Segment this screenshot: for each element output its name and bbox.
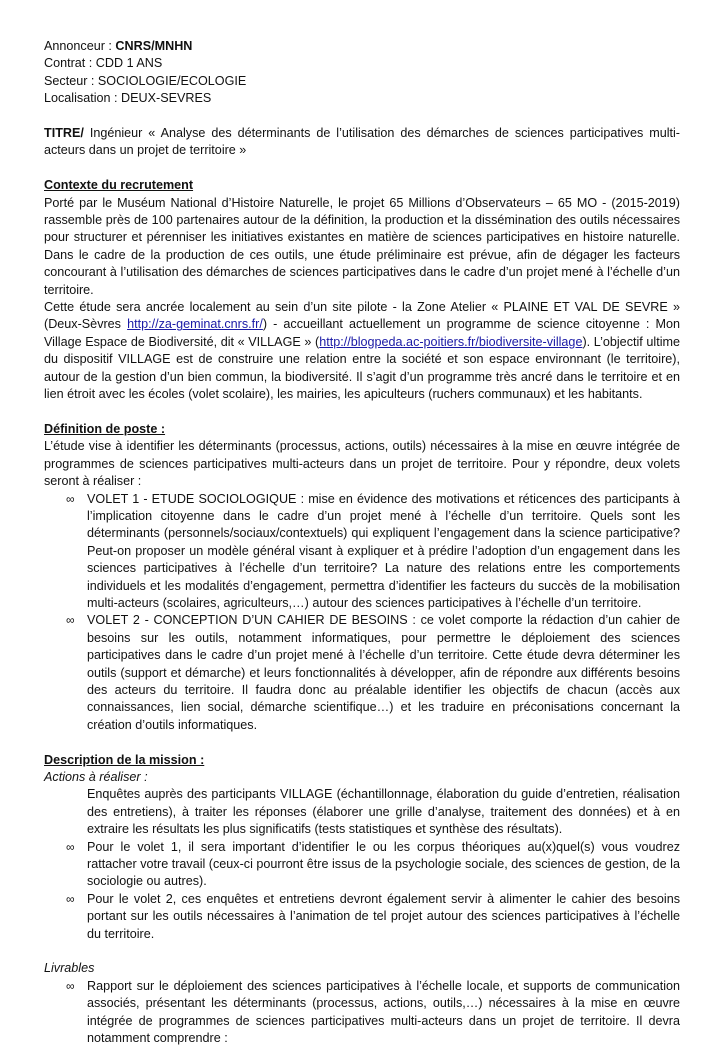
definition-heading: Définition de poste : [44, 421, 166, 436]
document-page [44, 38, 680, 1047]
contexte-text-b: ) - accueillant actuellement un programme de science citoyenne : Mon Village Espace de Biodiversité, dit « VILLAGE » ( [44, 317, 681, 349]
volets-list [44, 491, 680, 735]
actions-list [44, 839, 680, 943]
list-item [44, 891, 680, 943]
definition-intro: L’étude vise à identifier les déterminants (processus, actions, outils) nécessaires à la mise en œuvre intégrée de programmes de sciences participatives multi-acteurs dans un projet de territoire. Pour y répondre, deux volets seront à réaliser : [44, 439, 680, 489]
volet-2-text: VOLET 2 - CONCEPTION D’UN CAHIER DE BESOINS : ce volet comporte la rédaction d’un cahier de besoins sur les outils, notamment informatiques, pour permettre le déploiement des sciences participatives dans le cadre d’un projet mené à l’échelle d’un territoire. Cette étude devra déterminer les outils (support et démarche) et leurs fonctionnalités à développer, afin de répondre aux différents besoins des acteurs du territoire. Il faudra donc au préalable identifier les objectifs de chacun (accès aux connaissances, lien social, démarche scientifique…) et les traduire en préconisations concernant la création d’outils informatiques. [87, 613, 680, 732]
actions-intro: Enquêtes auprès des participants VILLAGE (échantillonnage, élaboration du guide d’entretien, réalisation des entretiens), à traiter les réponses (élaborer une grille d’analyse, traitement des données) et à en extraire les résultats les plus significatifs (tests statistiques et synthèse des résultats). [87, 787, 680, 837]
blogpeda-link[interactable]: http://blogpeda.ac-poitiers.fr/biodiversite-village [319, 334, 583, 349]
livrable-1-text: Rapport sur le déploiement des sciences participatives à l’échelle locale, et supports de communication associés, présentant les déterminants (processus, actions, outils,…) nécessaires à la mise en œuvre intégrée de programmes de sciences participatives multi-acteurs dans un projet de territoire. Il devra notamment comprendre : [87, 978, 680, 1046]
list-item [44, 491, 680, 613]
contexte-text-a: Cette étude sera ancrée localement au sein d’un site pilote - la Zone Atelier « PLAINE ET VAL DE SEVRE » (Deux-Sèvres [44, 300, 680, 332]
contexte-text-c: ). L’objectif ultime du dispositif VILLAGE est de construire une relation entre la société et son espace environnant (le territoire), autour de la gestion d’un bien commun, la biodiversité. Il s’agit d’un programme très ancré dans le territoire et en lien étroit avec les écoles (volet scolaire), les mairies, les apiculteurs (ruchers communaux) et les habitants. [44, 334, 681, 402]
localisation-line: Localisation : DEUX-SEVRES [44, 91, 212, 106]
infinity-bullet-icon: ∞ [66, 839, 75, 854]
actions-label: Actions à réaliser : [44, 770, 148, 784]
secteur-line: Secteur : SOCIOLOGIE/ECOLOGIE [44, 73, 247, 88]
livrables-list [44, 978, 680, 1047]
annonceur-label: Annonceur : [44, 39, 116, 53]
contexte-paragraph-1: Porté par le Muséum National d’Histoire Naturelle, le projet 65 Millions d’Observateurs – 65 MO - (2015-2019) rassemble près de 100 partenaires autour de la définition, la production et la dissémination des outils nécessaires pour structurer et pérenniser les initiatives existantes en matière de sciences participatives en histoire naturelle. Dans le cadre de la production de ces outils, une étude préliminaire est prévue, afin de dégager les facteurs concourant à l’utilisation des démarches de sciences participatives dans le cadre d’un projet mené à l’échelle d’un territoire. [44, 195, 680, 297]
annonceur-line [44, 38, 680, 55]
volet-1-text: VOLET 1 - ETUDE SOCIOLOGIQUE : mise en évidence des motivations et réticences des participants à l’implication citoyenne dans le cadre d’un projet mené à l’échelle d’un territoire. Quels sont les déterminants (personnels/sociaux/contextuels) qui expliquent l’engagement dans la science participative? Peut-on proposer un modèle général visant à expliquer et à prédire l’adoption d’un engagement dans les sciences participatives à l’échelle d’un territoire? La nature des relations entre les comportements individuels et les modalités d’engagement, permettra d’identifier les facteurs du succès de la mobilisation multi-acteurs (scolaires, agriculteurs,…) autour des sciences participatives à l’échelle d’un territoire. [87, 491, 680, 610]
action-1-text: Pour le volet 1, il sera important d’identifier le ou les corpus théoriques au(x)quel(s) vous voudrez rattacher votre travail (ceux-ci pourront être issus de la psychologie sociale, des sciences de gestion, de la sociologie ou autres). [87, 839, 680, 889]
mission-heading: Description de la mission : [44, 752, 205, 767]
livrables-label: Livrables [44, 961, 95, 976]
contexte-paragraph-2 [44, 299, 680, 403]
za-geminat-link[interactable]: http://za-geminat.cnrs.fr/ [127, 317, 263, 332]
list-item [44, 612, 680, 734]
action-2-text: Pour le volet 2, ces enquêtes et entretiens devront également servir à alimenter le cahier des besoins portant sur les outils nécessaires à l’animation de tel projet autour des sciences participatives à l’échelle du territoire. [87, 891, 680, 941]
contrat-line: Contrat : CDD 1 ANS [44, 56, 163, 71]
contexte-heading: Contexte du recrutement [44, 178, 194, 193]
infinity-bullet-icon: ∞ [66, 978, 75, 993]
infinity-bullet-icon: ∞ [66, 491, 75, 506]
list-item [44, 978, 680, 1047]
infinity-bullet-icon: ∞ [66, 891, 75, 906]
job-title [44, 125, 680, 160]
title-text: Ingénieur « Analyse des déterminants de l’utilisation des démarches de sciences participatives multi-acteurs dans un projet de territoire » [44, 126, 680, 158]
infinity-bullet-icon: ∞ [66, 613, 75, 628]
title-label: TITRE/ [44, 126, 84, 141]
list-item [44, 839, 680, 891]
annonceur-value: CNRS/MNHN [115, 39, 193, 53]
